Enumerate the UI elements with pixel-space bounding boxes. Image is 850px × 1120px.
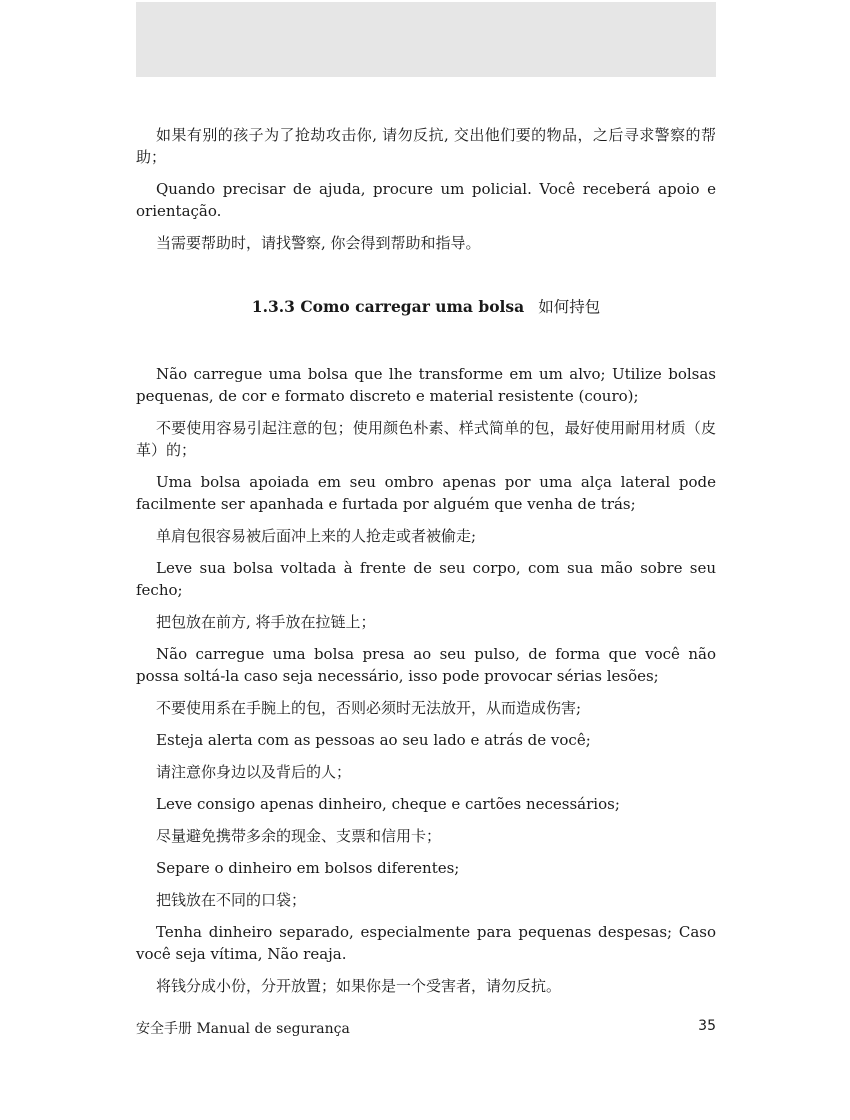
paragraph: Uma bolsa apoiada em seu ombro apenas por uma alça lateral pode facilmente ser apanhada e furtada por alguém que venha de trás; [136,473,716,513]
paragraph: 请注意你身边以及背后的人； [156,763,352,781]
page-footer [136,1018,716,1040]
header-band [136,2,716,77]
section-heading-pt: 1.3.3 Como carregar uma bolsa [251,297,525,316]
footer-title: 安全手册 Manual de segurança [136,1021,350,1037]
paragraph: 把钱放在不同的口袋； [156,891,307,909]
paragraph: Leve sua bolsa voltada à frente de seu corpo, com sua mão sobre seu fecho; [136,559,716,599]
paragraph: Leve consigo apenas dinheiro, cheque e cartões necessários; [156,795,620,813]
paragraph: 不要使用容易引起注意的包；使用颜色朴素、样式简单的包，最好使用耐用材质（皮革）的； [136,419,716,459]
paragraph: 如果有别的孩子为了抢劫攻击你, 请勿反抗, 交出他们要的物品，之后寻求警察的帮助； [136,126,716,166]
paragraph: 把包放在前方, 将手放在拉链上； [156,613,376,631]
paragraph: 单肩包很容易被后面冲上来的人抢走或者被偷走; [156,527,477,545]
paragraph: Tenha dinheiro separado, especialmente para pequenas despesas; Caso você seja vítima, Não reaja. [136,923,716,963]
paragraph: 不要使用系在手腕上的包，否则必须时无法放开，从而造成伤害; [156,699,582,717]
paragraph: Não carregue uma bolsa que lhe transforme em um alvo; Utilize bolsas pequenas, de cor e formato discreto e material resistente (couro); [136,365,716,405]
page-number: 35 [698,1018,716,1034]
paragraph: Esteja alerta com as pessoas ao seu lado e atrás de você; [156,731,591,749]
paragraph: 当需要帮助时，请找警察, 你会得到帮助和指导。 [156,234,481,252]
paragraph: Separe o dinheiro em bolsos diferentes; [156,859,460,877]
section-heading [136,296,716,318]
paragraph: Quando precisar de ajuda, procure um policial. Você receberá apoio e orientação. [136,180,716,220]
page-content [136,124,716,1007]
paragraph: Não carregue uma bolsa presa ao seu pulso, de forma que você não possa soltá-la caso seja necessário, isso pode provocar sérias lesões; [136,645,716,685]
paragraph: 尽量避免携带多余的现金、支票和信用卡； [156,827,442,845]
section-heading-zh: 如何持包 [538,298,601,316]
paragraph: 将钱分成小份，分开放置；如果你是一个受害者，请勿反抗。 [156,977,562,995]
